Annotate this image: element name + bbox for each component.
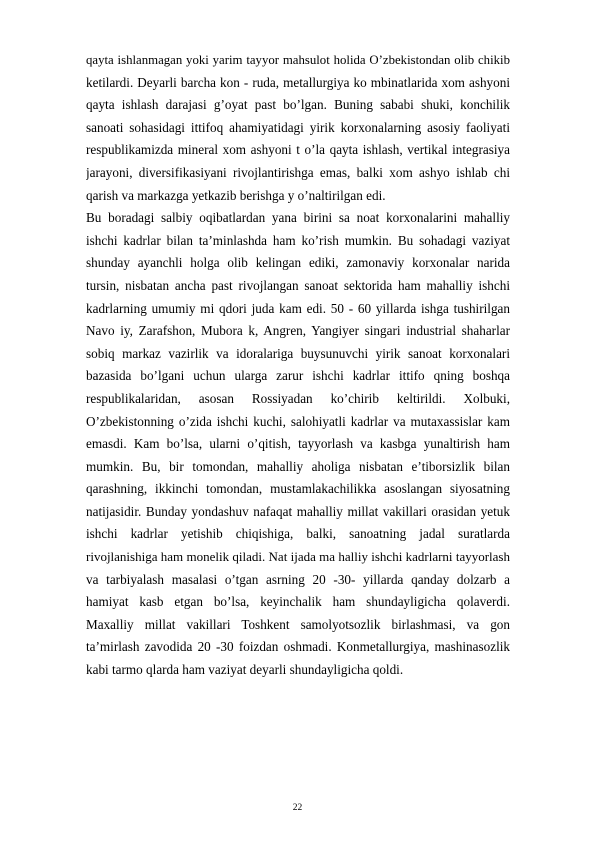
text-line: sobiq markaz vazirlik va idoralariga buysunuvchi yirik sanoat korxonalari	[86, 345, 510, 361]
text-line: emasdi. Kam bo’lsa, ularni o’qitish, tayyorlash va kasbga yunaltirish ham	[86, 436, 510, 452]
text-line: qarish va markazga yetkazib berishga y o’naltirilgan edi.	[86, 187, 386, 203]
text-line: qayta ishlash darajasi g’oyat past bo’lgan. Buning sababi shuki, konchilik	[86, 97, 510, 113]
text-line: hamiyat kasb etgan bo’lsa, keyinchalik ham shundayligicha qolaverdi.	[86, 594, 510, 610]
text-line: kadrlarning umumiy mi qdori juda kam edi. 50 - 60 yillarda ishga tushirilgan	[86, 300, 510, 316]
text-line: respublikamizda mineral xom ashyoni t o’la qayta ishlash, vertikal integrasiya	[86, 142, 510, 158]
text-line: Bu boradagi salbiy oqibatlardan yana birini sa noat korxonalarini mahalliy	[86, 210, 510, 226]
text-line: mumkin. Bu, bir tomondan, mahalliy aholiga nisbatan e’tiborsizlik bilan	[86, 458, 510, 474]
text-line: ta’mirlash zavodida 20 -30 foizdan oshmadi. Konmetallurgiya, mashinasozlik	[86, 639, 510, 655]
text-line: shunday ayanchli holga olib kelingan ediki, zamonaviy korxonalar narida	[86, 255, 510, 271]
text-line: va tarbiyalash masalasi o’tgan asrning 20 -30- yillarda qanday dolzarb a	[86, 571, 510, 587]
text-line: jarayoni, diversifikasiyani rivojlantirishga emas, balki xom ashyo ishlab chi	[86, 164, 510, 180]
body-text	[86, 49, 510, 682]
text-line: rivojlanishiga ham monelik qiladi. Nat ijada ma halliy ishchi kadrlarni tayyorlash	[86, 549, 510, 565]
text-line: qayta ishlanmagan yoki yarim tayyor mahsulot holida O’zbekistondan olib chikib	[86, 53, 510, 67]
text-line: bazasida bo’lgani uchun ularga zarur ishchi kadrlar ittifo qning boshqa	[86, 368, 510, 384]
text-line: ketilardi. Deyarli barcha kon - ruda, metallurgiya ko mbinatlarida xom ashyoni	[86, 74, 510, 90]
text-line: natijasidir. Bunday yondashuv nafaqat mahalliy millat vakillari orasidan yetuk	[86, 503, 510, 519]
text-line: ishchi kadrlar yetishib chiqishiga, balki, sanoatning jadal suratlarda	[86, 526, 510, 542]
text-line: ishchi kadrlar bilan ta’minlashda ham ko’rish mumkin. Bu sohadagi vaziyat	[86, 232, 510, 248]
text-line: tursin, nisbatan ancha past rivojlangan sanoat sektorida ham mahalliy ishchi	[86, 277, 510, 293]
text-line: Navo iy, Zarafshon, Mubora k, Angren, Yangiyer singari industrial shaharlar	[86, 323, 510, 339]
text-line: O’zbekistonning o’zida ishchi kuchi, salohiyatli kadrlar va mutaxassislar kam	[86, 413, 510, 429]
text-line: qarashning, ikkinchi tomondan, mustamlakachilikka asoslangan siyosatning	[86, 481, 510, 497]
text-line: kabi tarmo qlarda ham vaziyat deyarli shundayligicha qoldi.	[86, 662, 404, 678]
page-number: 22	[292, 803, 303, 813]
text-line: respublikalaridan, asosan Rossiyadan ko’chirib keltirildi. Xolbuki,	[86, 390, 510, 406]
text-line: sanoati sohasidagi ittifoq ahamiyatidagi yirik korxonalarning asosiy faoliyati	[86, 119, 510, 135]
text-line: Maxalliy millat vakillari Toshkent samolyotsozlik birlashmasi, va gon	[86, 616, 510, 632]
